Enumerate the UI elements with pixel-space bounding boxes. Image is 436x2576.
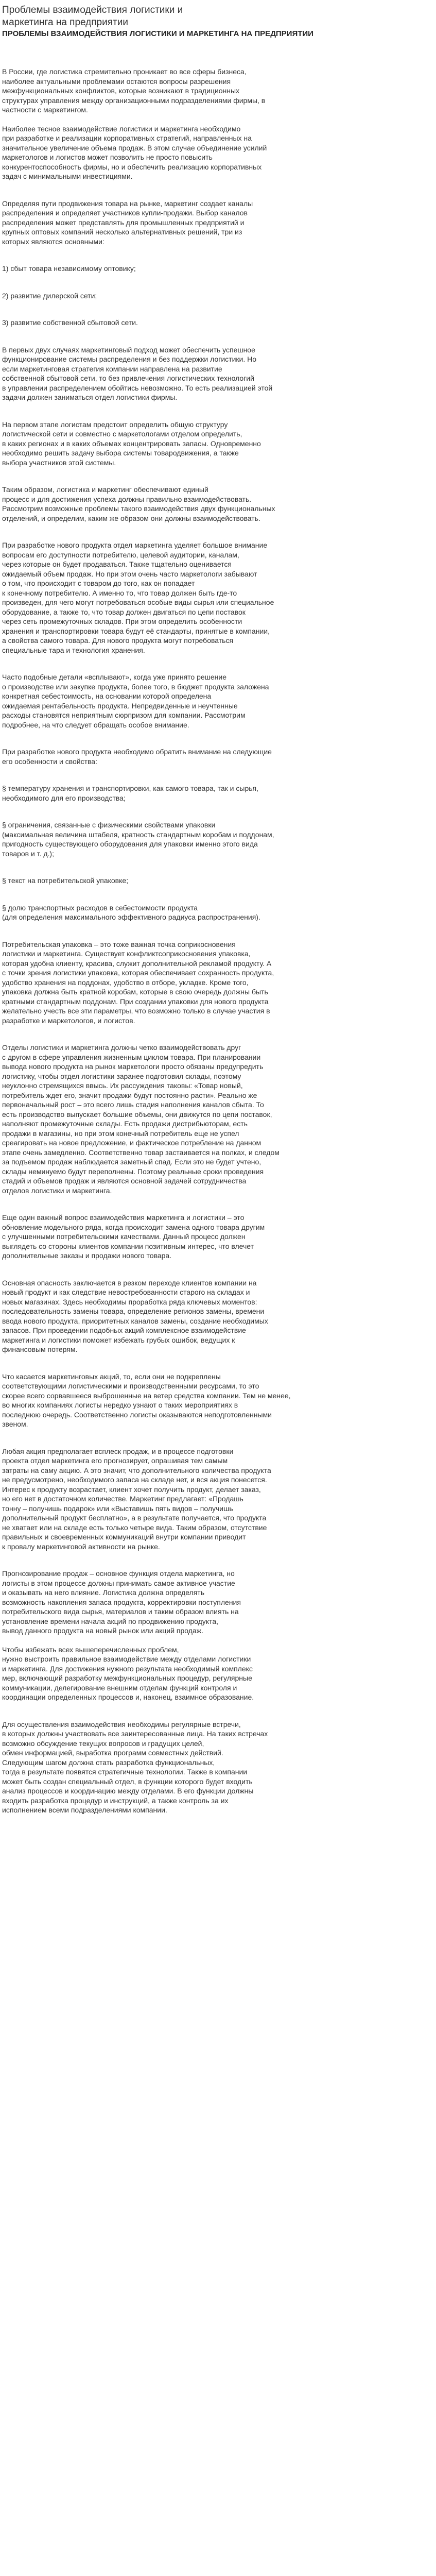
- paragraph: На первом этапе логистам предстоит определить общую структуру логистической сети и совместно с маркетологами отделом определить, в каких регионах и в каких объемах концентрировать запасы. Одновременно необходимо решить задачу выбора системы товародвижения, а также выбора участников этой системы.: [2, 420, 261, 467]
- paragraph: Отделы логистики и маркетинга должны четко взаимодействовать друг с другом в сфере управления жизненным циклом товара. При планировании вывода нового продукта на рынок маркетологи просто обязаны предупредить логистику, чтобы отдел логистики заранее подготовил склады, поэтому неуклонно стремящихся ввысь. Их рассуждения таковы: «Товар новый, потребитель ждет его, значит продажи будут постоянно расти». Реально же первоначальный рост – это всего лишь стадия наполнения каналов сбыта. То есть производство выпускает большие объемы, они движутся по цепи поставок, наполняют промежуточные склады. Есть продажи дистрибьюторам, есть продажи в магазины, но при этом конечный потребитель еще не успел среагировать на новое предложение, и фактическое потребление на данном этапе очень замедленно. Соответственно товар застаивается на полках, и следом за подъемом продаж наблюдается заметный спад. Если это не будет учтено, склады неминуемо будут переполнены. Поэтому реальные сроки проведения стадий и объемов продаж и являются основной задачей сотрудничества отделов логистики и маркетинга.: [2, 1043, 280, 1195]
- paragraph: Любая акция предполагает всплеск продаж, и в процессе подготовки проекта отдел маркетинга его прогнозирует, опрашивая тем самым затраты на саму акцию. А это значит, что дополнительного количества продукта не предусмотрено, необходимого запаса на складе нет, и вся акция понесется. Интерес к продукту возрастает, клиент хочет получить продукт, делает заказ, но его нет в достаточном количестве. Маркетинг предлагает: «Продашь тонну – получишь подарок» или «Выставишь пять видов – получишь дополнительный продукт бесплатно», а в результате получается, что продукта не хватает или на складе есть только четыре вида. Таким образом, отсутствие правильных и своевременных коммуникаций внутри компании приводит к провалу маркетинговой активности на рынке.: [2, 1447, 271, 1551]
- paragraph: Для осуществления взаимодействия необходимы регулярные встречи, в которых должны участвовать все заинтересованные лица. На таких встречах возможно обсуждение текущих вопросов и градущих целей, обмен информацией, выработка программ совместных действий. Следующим шагом должна стать разработка функциональных, тогда в результате появятся стратегичные технологии. Также в компании может быть создан специальный отдел, в функции которого будет входить анализ процессов и координацию между отделами. В его функции должны входить разработка процедур и инструкций, а также контроль за их исполнением всеми подразделениями компании.: [2, 1720, 268, 1814]
- list-item: 2) развитие дилерской сети;: [2, 291, 97, 300]
- paragraph: Чтобы избежать всех вышеперечисленных проблем, нужно выстроить правильное взаимодействие между отделами логистики и маркетинга. Для достижения нужного результата необходимый комплекс мер, включающий разработку межфункциональных процедур, регулярные коммуникации, делегирование внешним отделам функций контроля и координации определенных процессов и, наконец, взаимное образование.: [2, 1645, 254, 1701]
- paragraph: Часто подобные детали «всплывают», когда уже принято решение о производстве или закупке продукта, более того, в бюджет продукта заложена конкретная себестоимость, на основании которой определена ожидаемая рентабельность продукта. Непредвиденные и неучтенные расходы становятся неприятным сюрпризом для компании. Рассмотрим подробнее, на что следует обращать особое внимание.: [2, 673, 269, 729]
- paragraph: Определяя пути продвижения товара на рынке, маркетинг создает каналы распределения и определяет участников купли-продажи. Выбор каналов распределения может представлять для промышленных предприятий и крупных оптовых компаний несколько альтернативных решений, три из которых являются основными:: [2, 199, 253, 246]
- paragraph: При разработке нового продукта необходимо обратить внимание на следующие его особенности и свойства:: [2, 748, 272, 766]
- page-title: Проблемы взаимодействия логистики и маркетинга на предприятии: [2, 5, 183, 28]
- paragraph: В первых двух случаях маркетинговый подход может обеспечить успешное функционирование системы распределения и без поддержки логистики. Но если маркетинговая стратегия компании направлена на развитие собственной сбытовой сети, то без привлечения логистических технологий в управлении распределением обойтись невозможно. То есть реализацией этой задачи должен заниматься отдел логистики фирмы.: [2, 345, 273, 401]
- paragraph: Основная опасность заключается в резком переходе клиентов компании на новый продукт и как следствие невостребованности старого на складах и новых магазинах. Здесь необходимы проработка ряда ключевых моментов: последовательность замены товара, определение регионов замены, времени ввода нового продукта, приоритетных каналов замены, создание необходимых запасов. При проведении подобных акций комплексное взаимодействие маркетинга и логистики поможет избежать грубых ошибок, ведущих к финансовым потерям.: [2, 1278, 268, 1353]
- paragraph: В России, где логистика стремительно проникает во все сферы бизнеса, наиболее актуальными проблемами остаются вопросы разрешения межфункциональных конфликтов, которые возникают в традиционных структурах управления между организационными подразделениями фирмы, в частности с маркетингом.: [2, 67, 266, 114]
- paragraph: Потребительская упаковка – это тоже важная точка соприкосновения логистики и маркетинга. Существует конфликтсоприкосновения упаковка, которая удобна клиенту, красива, служит дополнительной рекламой продукту. А с точки зрения логистики упаковка, которая обеспечивает сохранность продукта, удобство хранения на поддонах, удобство в отборе, укладке. Кроме того, упаковка должна быть кратной коробам, которые в свою очередь должны быть кратными стандартным поддонам. При создании упаковки для нового продукта желательно учесть все эти параметры, что возможно только в случае участия в разработке и маркетологов, и логистов.: [2, 940, 274, 1025]
- paragraph: Таким образом, логистика и маркетинг обеспечивают единый процесс и для достижения успеха должны правильно взаимодействовать. Рассмотрим возможные проблемы такого взаимодействия двух функциональных отделений, и определим, каким же образом они должны взаимодействовать.: [2, 485, 275, 522]
- article-body: [0, 39, 436, 1815]
- paragraph: Еще один важный вопрос взаимодействия маркетинга и логистики – это обновление модельного ряда, когда происходит замена одного товара другим с улучшенными потребительскими качествами. Данный процесс должен выглядеть со стороны клиентов компании позитивным интерес, что влечет дополнительные заказы и продажи нового товара.: [2, 1213, 265, 1260]
- paragraph: При разработке нового продукта отдел маркетинга уделяет большое внимание вопросам его доступности потребителю, целевой аудитории, каналам, через которые он будет продаваться. Также тщательно оценивается ожидаемый объем продаж. Но при этом очень часто маркетологи забывают о том, что происходит с товаром до того, как он попадает к конечному потребителю. А именно то, что товар должен быть где-то произведен, для чего могут потребоваться особые виды сырья или специальное оборудование, а также то, что товар должен двигаться по цепи поставок через сеть промежуточных складов. При этом определить особенности хранения и транспортировки товара будут её стандарты, принятые в компании, а свойства самого товара. Для нового продукта могут потребоваться специальные тара и технология хранения.: [2, 541, 274, 654]
- paragraph: Прогнозирование продаж – основное функция отдела маркетинга, но логисты в этом процессе должны принимать самое активное участие и оказывать на него влияние. Логистика должна определять возможность накопления запаса продукта, корректировки поступления потребительского вида сырья, материалов и таким образом влиять на установление времени начала акций по продвижению продукта, вывод данного продукта на новый рынок или акций продаж.: [2, 1569, 241, 1635]
- list-item: 3) развитие собственной сбытовой сети.: [2, 318, 138, 327]
- list-item: 1) сбыт товара независимому оптовику;: [2, 264, 136, 273]
- paragraph: Наиболее тесное взаимодействие логистики и маркетинга необходимо при разработке и реализации корпоративных стратегий, направленных на значительное увеличение объема продаж. В этом случае объединение усилий маркетологов и логистов может позволить не просто повысить конкурентоспособность фирмы, но и обеспечить реализацию корпоративных задач с минимальными инвестициями.: [2, 124, 267, 180]
- bullet-item: § температуру хранения и транспортировки, как самого товара, так и сырья, необходимого для его производства;: [2, 784, 258, 802]
- bullet-item: § долю транспортных расходов в себестоимости продукта (для определения максимального эффективного радиуса распространения).: [2, 903, 260, 921]
- bullet-item: § ограничения, связанные с физическими свойствами упаковки (максимальная величина штабеля, кратность стандартным коробам и поддонам, пригодность существующего оборудования для упаковки именно этого вида товаров и т. д.);: [2, 821, 274, 858]
- bullet-item: § текст на потребительской упаковке;: [2, 876, 129, 885]
- paragraph: Что касается маркетинговых акций, то, если они не подкреплены соответствующими логистическими и производственными ресурсами, то это скорее всего сорвавшееся выброшенные на ветер средства компании. Тем не менее, во многих компаниях логисты нередко узнают о таких мероприятиях в последнюю очередь. Соответственно логисты оказываются неподготовленными звеном.: [2, 1372, 291, 1428]
- page-subtitle: ПРОБЛЕМЫ ВЗАИМОДЕЙСТВИЯ ЛОГИСТИКИ И МАРКЕТИНГА НА ПРЕДПРИЯТИИ: [2, 29, 313, 38]
